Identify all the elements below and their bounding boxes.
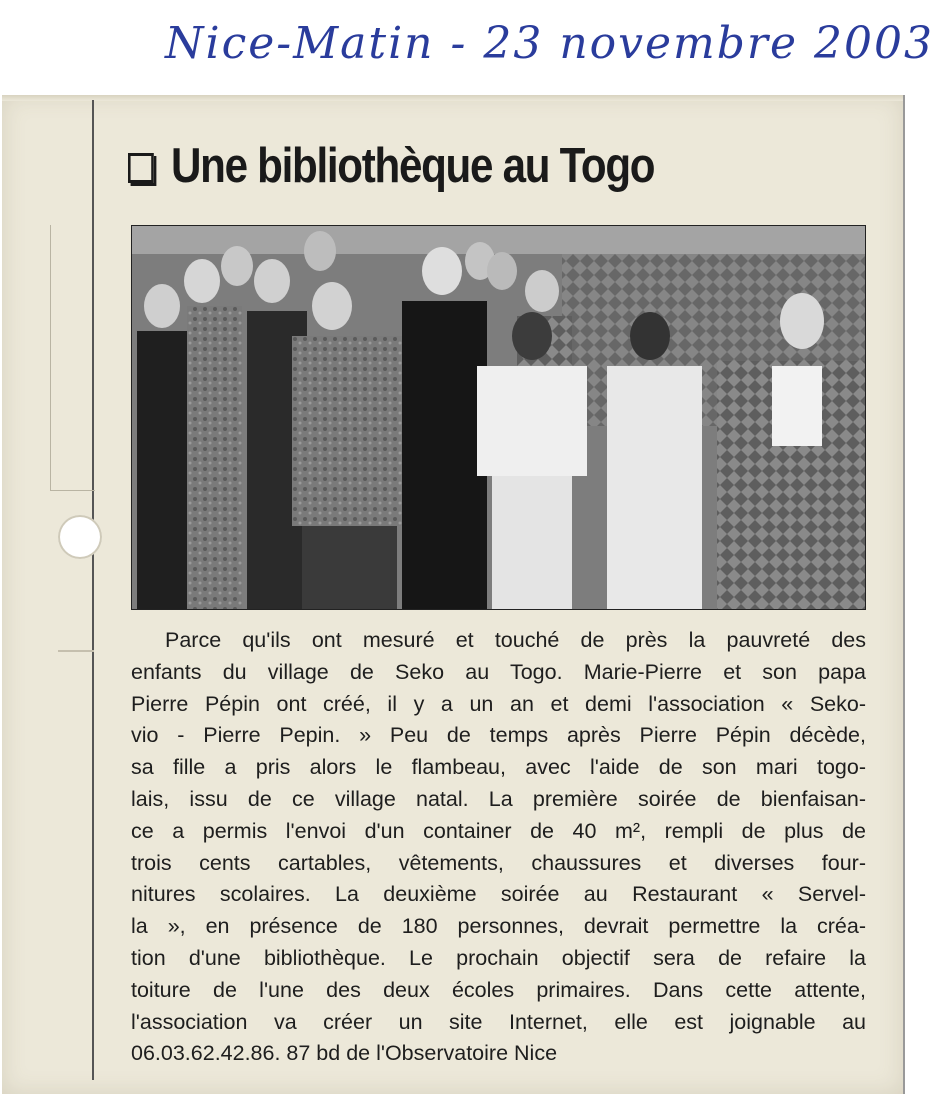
article-line: vio - Pierre Pepin. » Peu de temps après Pierre Pépin décède, [131,723,866,748]
article-line: trois cents cartables, vêtements, chaussures et diverses four- [131,850,866,875]
article-line: toiture de l'une des deux écoles primaires. Dans cette attente, [131,977,866,1002]
article-line: Pierre Pépin ont créé, il y a un an et demi l'association « Seko- [131,691,866,716]
adjacent-column-trace [50,225,95,491]
article-line: Parce qu'ils ont mesuré et touché de près la pauvreté des [165,628,866,652]
checkbox-icon [128,153,154,183]
article-line: 06.03.62.42.86. 87 bd de l'Observatoire Nice [131,1041,558,1066]
headline-text: Une bibliothèque au Togo [171,139,655,193]
column-rule-right [903,95,905,1094]
article-line: enfants du village de Seko au Togo. Marie-Pierre et son papa [131,659,866,684]
article-line: l'association va créer un site Internet, elle est joignable au [131,1009,866,1034]
article-line: la », en présence de 180 personnes, devrait permettre la créa- [131,914,866,939]
article-line: nitures scolaires. La deuxième soirée au Restaurant « Servel- [131,882,866,907]
adjacent-column-line [58,650,94,652]
clipping-edge [2,95,903,101]
article-line: sa fille a pris alors le flambeau, avec l'aide de son mari togo- [131,755,866,780]
article-line: lais, issu de ce village natal. La première soirée de bienfaisan- [131,786,866,811]
article-headline [128,138,730,194]
article-line: ce a permis l'envoi d'un container de 40 m², rempli de plus de [131,818,866,843]
article-body [131,625,866,1070]
handwritten-annotation: Nice-Matin - 23 novembre 2003 [165,18,934,69]
punch-hole [58,515,102,559]
article-line: tion d'une bibliothèque. Le prochain objectif sera de refaire la [131,945,866,970]
group-photo [131,225,866,610]
